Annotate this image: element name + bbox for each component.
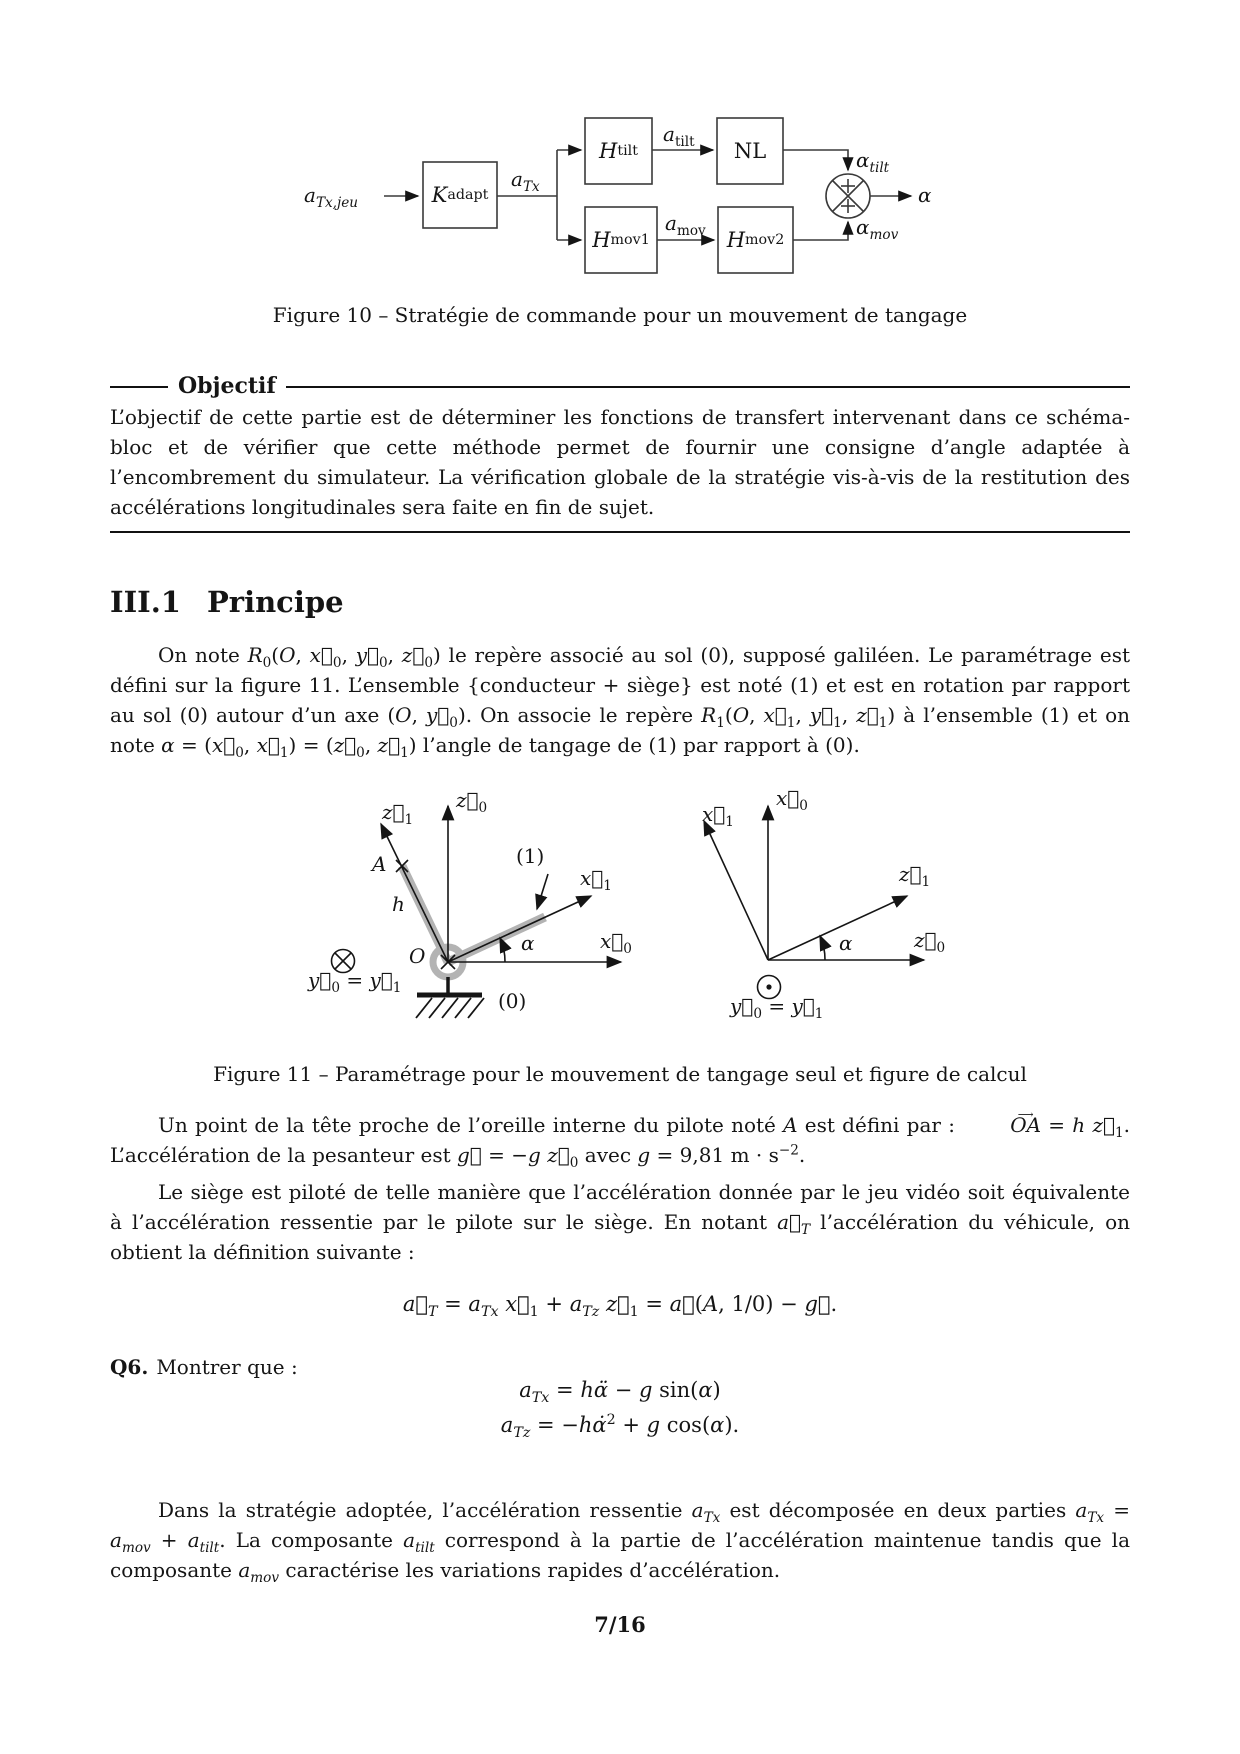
- figure11: [0, 770, 1240, 1060]
- htilt-block-label: H tilt: [599, 139, 638, 163]
- figure11-caption: Figure 11 – Paramétrage pour le mouvement de tangage seul et figure de calcul: [213, 1062, 1027, 1086]
- signal-label-atx-jeu: $a_{Tx,jeu}$: [304, 183, 359, 211]
- objectif-header-rule: [110, 374, 1130, 400]
- z1-axis: [768, 896, 907, 960]
- section-title: Principe: [206, 585, 344, 619]
- hmov2-block-label: H mov2: [726, 228, 785, 252]
- point-A-label: A: [372, 852, 387, 876]
- figure11-left-graphics: [270, 770, 670, 1060]
- y0-equals-y1-label: $y⃗_0$ = $y⃗_1$: [730, 994, 824, 1022]
- equation-aT-definition: $a⃗_T = a_{Tx}$ $x⃗_1 + a_{Tz}$ $z⃗_1$ = a⃗(A, 1/0) − g⃗.: [402, 1292, 838, 1321]
- figure11-left-diagram: [270, 770, 670, 1060]
- paragraph-strategie: Dans la stratégie adoptée, l’accélération ressentie $a_{Tx}$ est décomposée en deux parties $a_{Tx} = a_{mov} + a_{tilt}$. La composante $a_{tilt}$ correspond à la partie de l’accélération maintenue tandis que la composante $a_{mov}$ caractérise les variations rapides d’accélération.: [110, 1498, 1130, 1586]
- equation-aTx: $a_{Tx}$ = hα̈ − g sin(α): [519, 1378, 721, 1407]
- x0-axis-label: $x⃗_0$: [600, 929, 632, 957]
- z1-axis-label: $z⃗_1$: [382, 800, 414, 828]
- alpha-angle-label: α: [521, 931, 535, 955]
- signal-label-alpha: α: [918, 183, 932, 207]
- x1-axis: [448, 896, 591, 962]
- z0-axis-label: $z⃗_0$: [456, 788, 488, 816]
- figure10-caption: Figure 10 – Stratégie de commande pour un mouvement de tangage: [272, 303, 968, 327]
- body1-label: (1): [516, 844, 545, 868]
- rule-segment: [286, 386, 1130, 388]
- objectif-title: Objectif: [178, 373, 276, 399]
- ground-hatching: [416, 977, 484, 1018]
- figure10-block-diagram: [300, 105, 940, 280]
- objectif-bottom-rule: [110, 531, 1130, 533]
- paragraph-point-A: Un point de la tête proche de l’oreille interne du pilote noté A est défini par : OA ⟶ = h $z⃗_1$. L’accélération de la pesanteur est g⃗ = −g $z⃗_0$ avec g = 9,81 $m \cdot s^{-2}$.: [110, 1110, 1130, 1170]
- signal-label-alpha-tilt: $\alpha_{tilt}$: [856, 148, 890, 176]
- ground0-label: (0): [498, 989, 527, 1013]
- alpha-angle-label: α: [839, 931, 853, 955]
- label-leader-arrow: [537, 874, 548, 909]
- z1-axis-label: $z⃗_1$: [899, 862, 931, 890]
- y0-equals-y1-label: $y⃗_0$ = $y⃗_1$: [308, 968, 402, 996]
- q6-label: Q6.: [110, 1355, 149, 1379]
- signal-label-amov: $a_{mov}$: [665, 211, 706, 239]
- section-heading: [110, 585, 344, 619]
- figure11-right-diagram: [640, 770, 1040, 1060]
- q6-text: Montrer que :: [156, 1355, 298, 1379]
- x1-axis-label: $x⃗_1$: [702, 802, 734, 830]
- signal-label-atx: $a_{Tx}$: [511, 167, 540, 195]
- page-number: 7/16: [594, 1612, 646, 1637]
- section-number: III.1: [110, 585, 181, 619]
- signal-label-alpha-mov: $\alpha_{mov}$: [856, 215, 899, 243]
- x1-axis-label: $x⃗_1$: [580, 866, 612, 894]
- signal-label-atilt: $a_{tilt}$: [663, 122, 695, 150]
- figure11-right-graphics: [640, 770, 1040, 1060]
- alpha-angle-arc: [820, 936, 825, 960]
- origin-O-label: O: [409, 944, 426, 968]
- objectif-body: L’objectif de cette partie est de déterminer les fonctions de transfert intervenant dans ce schéma-bloc et de vérifier que cette méthode permet de fournir une consigne d’angle adaptée à l’encombrement du simulateur. La vérification globale de la stratégie vis-à-vis de la restitution des accélérations longitudinales sera faite en fin de sujet.: [110, 405, 1130, 519]
- sum-junction: [826, 174, 870, 218]
- equation-aTz: $a_{Tz}$ = −hα̇$^2$ + g cos(α).: [500, 1412, 740, 1442]
- x1-axis: [704, 821, 768, 960]
- z0-axis-label: $z⃗_0$: [914, 928, 946, 956]
- nl-block-label: NL: [733, 139, 767, 163]
- paragraph-principe: On note $R_0(O$, $x⃗_0$, $y⃗_0$, $z⃗_0$) le repère associé au sol (0), supposé galiléen. Le paramétrage est défini sur la figure 11. L’ensemble {conducteur + siège} est noté (1) et est en rotation par rapport au sol (0) autour d’un axe (O, $y⃗_0$). On associe le repère $R_1(O$, $x⃗_1$, $y⃗_1$, $z⃗_1$) à l’ensemble (1) et on note $\alpha = (x⃗_0$, $x⃗_1$) = ($z⃗_0$, $z⃗_1$) l’angle de tangage de (1) par rapport à (0).: [110, 643, 1131, 761]
- rule-segment: [110, 386, 168, 388]
- kadapt-block-label: K adapt: [431, 183, 489, 207]
- paragraph-siege: Le siège est piloté de telle manière que l’accélération donnée par le jeu vidéo soit équivalente à l’accélération ressentie par le pilote sur le siège. En notant $a⃗_T$ l’accélération du véhicule, on obtient la définition suivante :: [110, 1180, 1130, 1264]
- x0-axis-label: $x⃗_0$: [776, 786, 808, 814]
- hmov1-block-label: H mov1: [592, 228, 650, 252]
- height-h-label: h: [392, 892, 405, 916]
